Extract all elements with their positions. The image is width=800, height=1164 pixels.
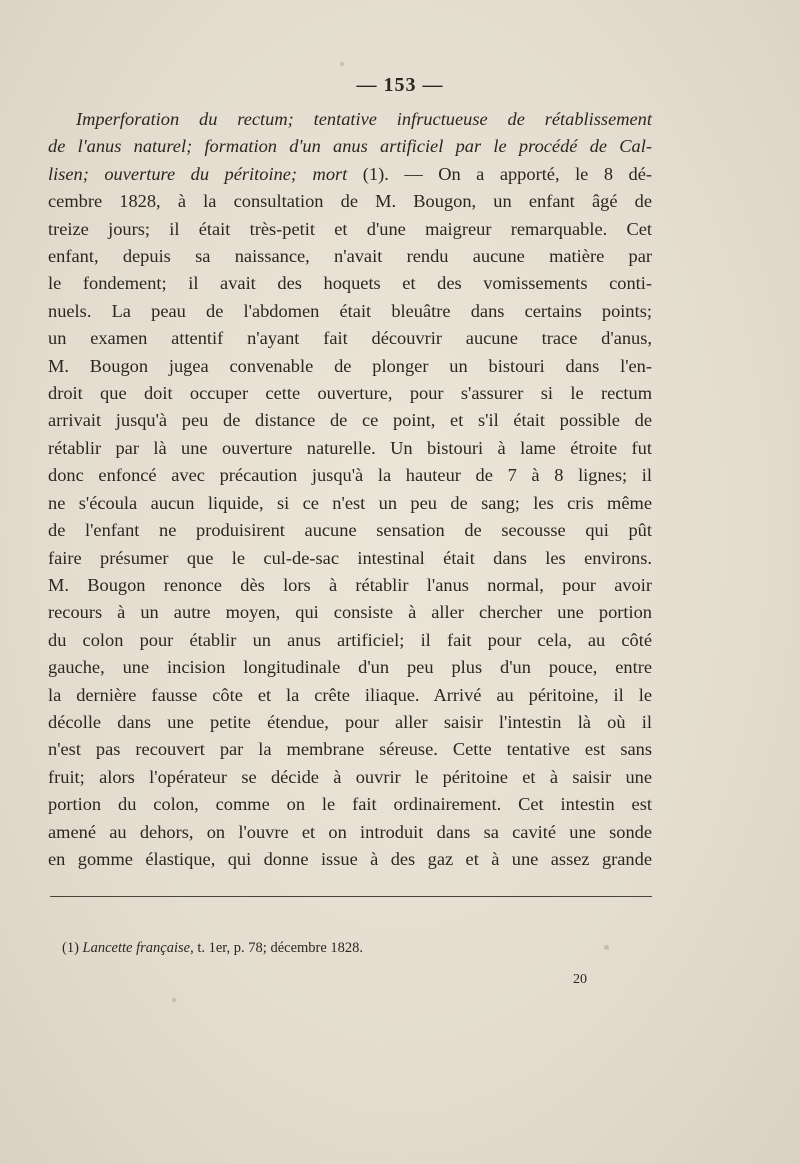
- text-line: portion du colon, comme on le fait ordinairement. Cet intestin est: [48, 794, 652, 815]
- text-line: amené au dehors, on l'ouvre et on introduit dans sa cavité une sonde: [48, 821, 652, 842]
- ink-speck: [604, 945, 609, 950]
- footnote-details: , t. 1er, p. 78; décembre 1828.: [190, 940, 364, 956]
- page-number-header: — 153 —: [356, 74, 444, 96]
- text-line: un examen attentif n'ayant fait découvrir aucune trace d'anus,: [48, 328, 652, 349]
- text-line: treize jours; il était très-petit et d'une maigreur remarquable. Cet: [48, 218, 652, 239]
- text-line: droit que doit occuper cette ouverture, pour s'assurer si le rectum: [48, 383, 652, 404]
- text-line: lisen; ouverture du péritoine; mort (1). — On a apporté, le 8 dé-: [48, 163, 652, 184]
- text-line: ne s'écoula aucun liquide, si ce n'est un peu de sang; les cris même: [48, 492, 652, 513]
- text-line: cembre 1828, à la consultation de M. Bougon, un enfant âgé de: [48, 191, 652, 212]
- footnote: [62, 940, 363, 957]
- text-line: donc enfoncé avec précaution jusqu'à la hauteur de 7 à 8 lignes; il: [48, 465, 652, 486]
- footnote-source: Lancette française: [82, 940, 191, 956]
- text-line: Imperforation du rectum; tentative infructueuse de rétablissement: [76, 109, 652, 129]
- text-line: de l'anus naturel; formation d'un anus artificiel par le procédé de Cal-: [48, 136, 652, 157]
- footnote-divider: [50, 896, 652, 897]
- ink-speck: [172, 998, 176, 1002]
- text-line: M. Bougon jugea convenable de plonger un bistouri dans l'en-: [48, 355, 652, 376]
- text-line: nuels. La peau de l'abdomen était bleuâtre dans certains points;: [48, 300, 652, 321]
- text-line: M. Bougon renonce dès lors à rétablir l'anus normal, pour avoir: [48, 574, 652, 595]
- text-line: faire présumer que le cul-de-sac intestinal était dans les environs.: [48, 547, 652, 568]
- text-line: recours à un autre moyen, qui consiste à aller chercher une portion: [48, 602, 652, 623]
- signature-mark: 20: [573, 972, 587, 987]
- text-line: en gomme élastique, qui donne issue à des gaz et à une assez grande: [48, 848, 652, 869]
- text-line: la dernière fausse côte et la crête iliaque. Arrivé au péritoine, il le: [48, 684, 652, 705]
- ink-speck: [340, 62, 344, 66]
- text-line: le fondement; il avait des hoquets et des vomissements conti-: [48, 273, 652, 294]
- text-line: gauche, une incision longitudinale d'un peu plus d'un pouce, entre: [48, 657, 652, 678]
- text-line: fruit; alors l'opérateur se décide à ouvrir le péritoine et à saisir une: [48, 766, 652, 787]
- text-line: du colon pour établir un anus artificiel; il fait pour cela, au côté: [48, 629, 652, 650]
- footnote-marker: (1): [62, 940, 79, 956]
- text-line: de l'enfant ne produisirent aucune sensation de secousse qui pût: [48, 520, 652, 541]
- text-line: n'est pas recouvert par la membrane séreuse. Cette tentative est sans: [48, 739, 652, 760]
- text-line: arrivait jusqu'à peu de distance de ce point, et s'il était possible de: [48, 410, 652, 431]
- text-line: décolle dans une petite étendue, pour aller saisir l'intestin là où il: [48, 711, 652, 732]
- text-line: rétablir par là une ouverture naturelle. Un bistouri à lame étroite fut: [48, 437, 652, 458]
- text-line: enfant, depuis sa naissance, n'avait rendu aucune matière par: [48, 246, 652, 267]
- body-paragraph: [48, 106, 652, 873]
